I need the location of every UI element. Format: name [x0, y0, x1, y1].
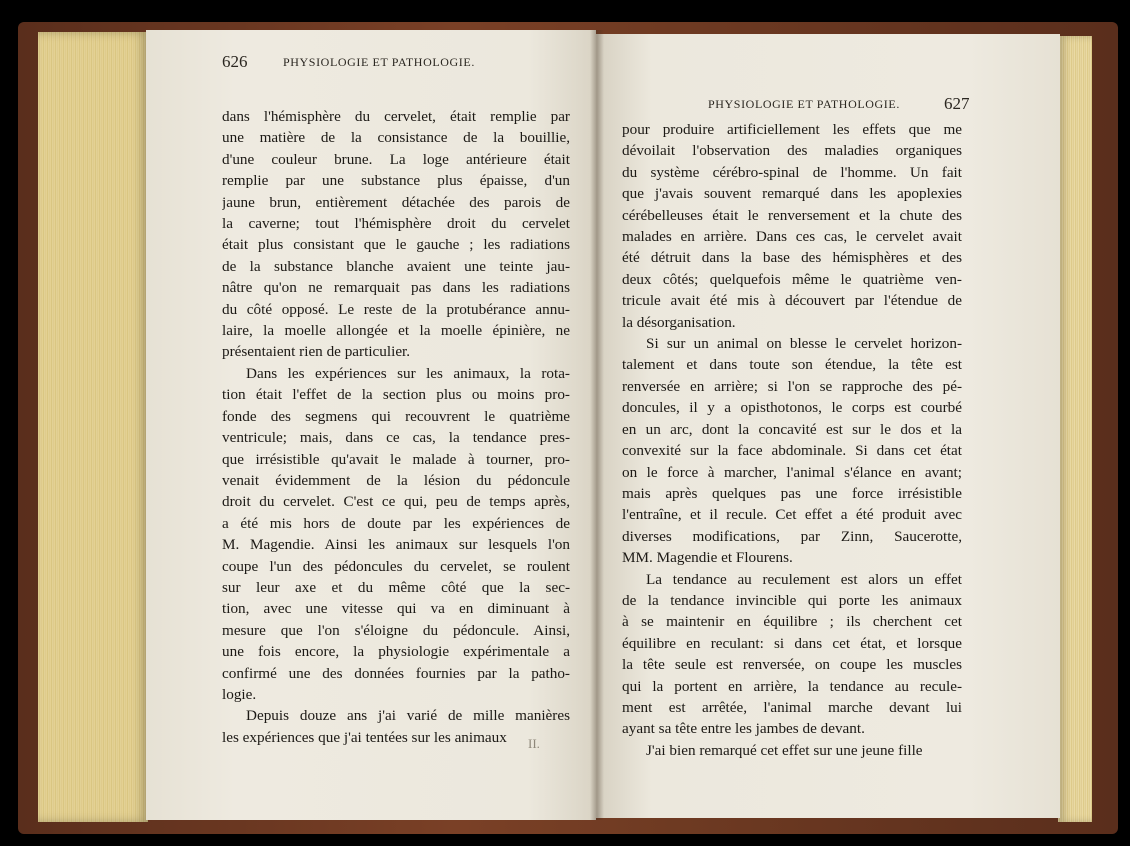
text-line: confirmé une des données fournies par la patho- — [222, 664, 570, 682]
text-line: été détruit dans la base des hémisphères et des — [622, 249, 962, 267]
text-line: nâtre qu'on ne remarquait pas dans les radiations — [222, 279, 570, 297]
text-line: deux côtés; quelquefois même le quatrième ven- — [622, 270, 962, 288]
book-gutter — [590, 30, 604, 820]
text-line: Si sur un animal on blesse le cervelet horizon- — [646, 335, 962, 353]
text-line: pour produire artificiellement les effets que me — [622, 121, 962, 138]
text-line: une fois encore, la physiologie expérimentale a — [222, 643, 570, 661]
text-line: équilibre en reculant: si dans cet état, et lorsque — [622, 634, 962, 652]
text-line: de la substance blanche avaient une teinte jau- — [222, 257, 570, 275]
text-line: doncules, il y a opisthotonos, le corps est courbé — [622, 399, 962, 417]
text-line: du côté opposé. Le reste de la protubérance annu- — [222, 300, 570, 318]
text-line: de la tendance invincible qui porte les animaux — [622, 591, 962, 609]
text-line: on le force à marcher, l'animal s'élance en avant; — [622, 463, 962, 481]
text-line: du système cérébro-spinal de l'homme. Un fait — [622, 163, 962, 181]
text-line: M. Magendie. Ainsi les animaux sur lesquels l'on — [222, 536, 570, 554]
text-line: la caverne; tout l'hémisphère droit du cervelet — [222, 215, 570, 233]
text-line: était plus consistant que le gauche ; les radiations — [222, 236, 570, 254]
right-page-body — [622, 119, 962, 761]
text-line: dans l'hémisphère du cervelet, était remplie par — [222, 108, 570, 125]
text-line: en un arc, dont la concavité est sur le dos et la — [622, 420, 962, 438]
text-line: qui la portent en arrière, la tendance au recule- — [622, 677, 962, 695]
text-line: MM. Magendie et Flourens. — [622, 549, 793, 567]
text-line: présentaient rien de particulier. — [222, 343, 411, 361]
text-line: que irrésistible qu'avait le malade à tourner, pro- — [222, 450, 570, 468]
text-line: talement et dans toute son étendue, la tête est — [622, 356, 962, 374]
text-line: mais après quelques pas une force irrésistible — [622, 484, 962, 502]
text-line: mesure que l'on s'éloigne du pédoncule. Ainsi, — [222, 621, 570, 639]
text-line: remplie par une substance plus épaisse, d'un — [222, 172, 570, 190]
text-line: sur leur axe et du même côté que la sec- — [222, 578, 570, 596]
text-line: coupe l'un des pédoncules du cervelet, se roulent — [222, 557, 570, 575]
text-line: J'ai bien remarqué cet effet sur une jeune fille — [646, 741, 923, 759]
left-page-body — [222, 106, 570, 748]
text-line: une matière de la consistance de la bouillie, — [222, 129, 570, 147]
right-page-number: 627 — [944, 94, 970, 113]
text-line: ment est arrêtée, l'animal marche devant lui — [622, 698, 962, 716]
text-line: la tête seule est renversée, on coupe les muscles — [622, 656, 962, 674]
text-line: fonde des segmens qui recouvrent le quatrième — [222, 407, 570, 425]
text-line: ayant sa tête entre les jambes de devant. — [622, 720, 865, 738]
text-line: tion, avec une vitesse qui va en diminuant à — [222, 600, 570, 618]
text-line: les expériences que j'ai tentées sur les animaux — [222, 728, 507, 746]
text-line: malades en arrière. Dans ces cas, le cervelet avait — [622, 228, 962, 246]
text-line: ventricule; mais, dans ce cas, la tendance pres- — [222, 429, 570, 447]
text-line: a été mis hors de doute par les expériences de — [222, 514, 570, 532]
text-line: laire, la moelle allongée et la moelle épinière, ne — [222, 322, 570, 340]
text-line: la désorganisation. — [622, 313, 736, 331]
text-line: renversée en arrière; si l'on se rapproche des pé- — [622, 377, 962, 395]
text-line: l'entraîne, et il recule. Cet effet a été produit avec — [622, 506, 962, 524]
text-line: tion était l'effet de la section plus ou moins pro- — [222, 386, 570, 404]
text-line: La tendance au reculement est alors un effet — [646, 570, 962, 588]
text-line: Depuis douze ans j'ai varié de mille manières — [246, 707, 570, 725]
text-line: à se maintenir en équilibre ; ils cherchent cet — [622, 613, 962, 631]
left-page-edges — [38, 32, 148, 822]
text-line: convexité sur la face abdominale. Si dans cet état — [622, 442, 962, 460]
text-line: d'une couleur brune. La loge antérieure était — [222, 150, 570, 168]
text-line: que j'avais souvent remarqué dans les apoplexies — [622, 185, 962, 203]
text-line: jaune brun, entièrement détachée des parois de — [222, 193, 570, 211]
text-line: diverses modifications, par Zinn, Saucerotte, — [622, 527, 962, 545]
text-line: cérébelleuses était le renversement et la chute des — [622, 206, 962, 224]
text-line: droit du cervelet. C'est ce qui, peu de temps après, — [222, 493, 570, 511]
right-running-head: PHYSIOLOGIE ET PATHOLOGIE. — [708, 97, 900, 111]
left-running-head: PHYSIOLOGIE ET PATHOLOGIE. — [283, 55, 475, 69]
left-page-number: 626 — [222, 52, 248, 71]
signature-mark: II. — [528, 736, 540, 751]
text-line: tricule avait été mis à découvert par l'étendue de — [622, 292, 962, 310]
text-line: venait évidemment de la lésion du pédoncule — [222, 471, 570, 489]
text-line: Dans les expériences sur les animaux, la rota- — [246, 364, 570, 382]
text-line: logie. — [222, 685, 257, 703]
right-page-edges — [1058, 36, 1092, 822]
text-line: dévoilait l'observation des maladies organiques — [622, 142, 962, 160]
